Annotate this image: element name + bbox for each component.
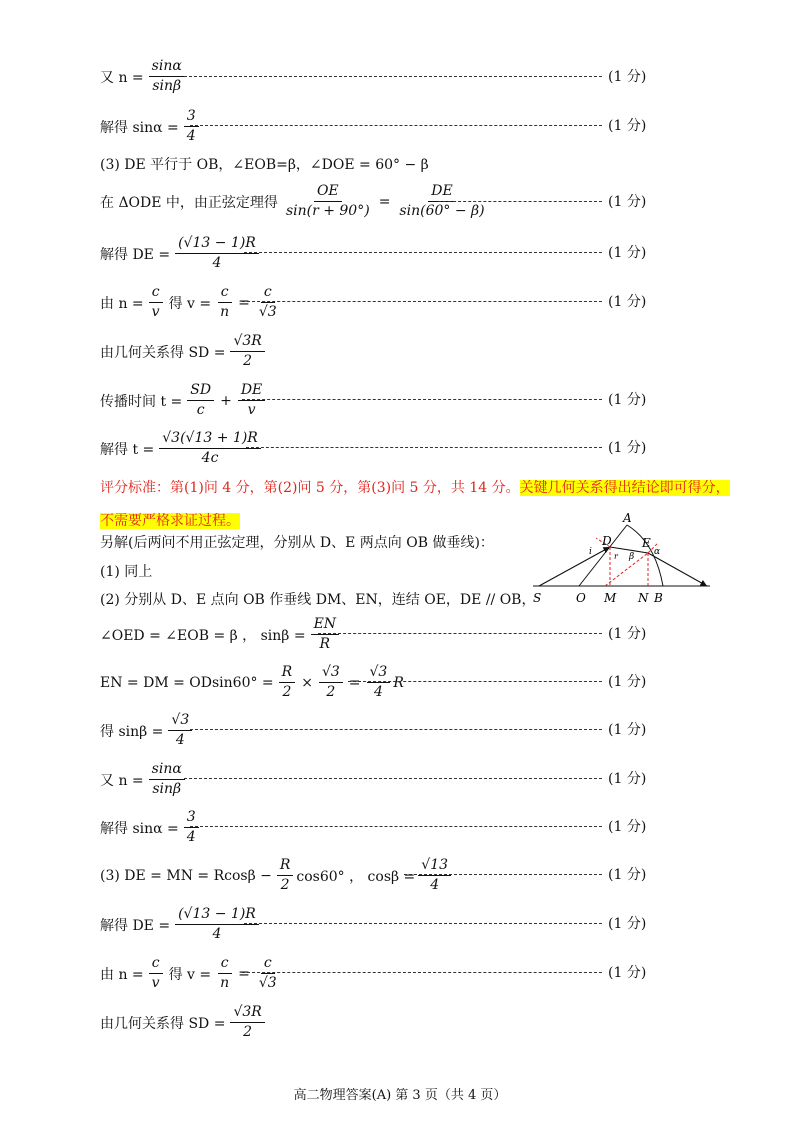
fraction: $\frac{OE}{\sin(r + 90^\circ)}$	[285, 183, 370, 219]
fraction: $\frac{R}{2}$	[277, 857, 294, 894]
score-label: (1 分)	[608, 916, 647, 932]
eq-sine-law: 在 ΔODE 中，由正弦定理得 $\frac{OE}{\sin(r + 90^\circ)}$ = $\frac{DE}{\sin(60^\circ - \beta)}$	[100, 183, 491, 220]
alt-solution-intro: 另解(后两问不用正弦定理，分别从 D、E 两点向 OB 做垂线)：	[100, 535, 494, 551]
score-label: (1 分)	[608, 194, 647, 210]
alt-part2: (2) 分别从 D、E 点向 OB 作垂线 DM、EN，连结 OE，DE // OB，	[100, 592, 536, 608]
dotted-leader	[318, 633, 602, 634]
fraction: $\frac{√3}{4}$	[168, 712, 192, 749]
rubric-red-text: 评分标准：第(1)问 4 分，第(2)问 5 分，第(3)问 5 分，共 14 分。	[100, 480, 520, 496]
score-label: (1 分)	[608, 118, 647, 134]
score-label: (1 分)	[608, 69, 647, 85]
dotted-leader	[242, 301, 602, 302]
dotted-leader	[242, 399, 602, 400]
eq-sin-alpha-2: 解得 sinα = $\frac{3}{4}$	[100, 809, 202, 846]
fraction: $\frac{√3R}{2}$	[230, 333, 264, 370]
alt-part1: (1) 同上	[100, 564, 153, 580]
label-beta: β	[629, 552, 635, 562]
eq-en-dm: EN = DM = ODsin60° = $\frac{R}{2}$ × $\frac{√3}{2}$ = $\frac{√3}{4}$ R	[100, 664, 404, 700]
dotted-leader	[184, 778, 602, 779]
eq-n-ratio-1: 又 n = $\frac{\sin\alpha}{\sin\beta}$	[100, 58, 188, 95]
fraction: $\frac{√3(√13 + 1)R}{4c}$	[159, 430, 261, 467]
fraction: $\frac{3}{4}$	[184, 809, 199, 846]
dotted-leader	[244, 923, 602, 924]
eq-time-result: 解得 t = $\frac{√3(√13 + 1)R}{4c}$	[100, 430, 264, 467]
fraction: $\frac{√3}{4}$	[367, 664, 391, 701]
dotted-leader	[242, 972, 602, 973]
score-label: (1 分)	[608, 867, 647, 883]
dotted-leader	[244, 252, 602, 253]
score-label: (1 分)	[608, 965, 647, 981]
fraction: $\frac{3}{4}$	[184, 108, 199, 145]
fraction: $\frac{EN}{R}$	[311, 616, 339, 653]
eq-de-result-1: 解得 DE = $\frac{(√13 - 1)R}{4}$	[100, 235, 262, 272]
label-n: N	[638, 591, 649, 605]
optics-diagram	[525, 512, 725, 607]
fraction: $\frac{c}{v}$	[149, 284, 163, 321]
score-label: (1 分)	[608, 440, 647, 456]
label-s: S	[533, 591, 542, 605]
eq-time: 传播时间 t = $\frac{SD}{c}$ + $\frac{DE}{v}$	[100, 382, 268, 419]
label-e: E	[642, 536, 651, 550]
fraction: $\frac{DE}{v}$	[238, 382, 265, 419]
part3-statement: (3) DE 平行于 OB，∠EOB=β，∠DOE = 60° − β	[100, 157, 429, 173]
label-d: D	[602, 534, 612, 548]
label-i: i	[589, 547, 592, 557]
fraction: $\frac{√3}{2}$	[319, 664, 343, 701]
eq-velocity-1: 由 n = $\frac{c}{v}$ 得 v = $\frac{c}{n}$ = $\frac{c}{√3}$	[100, 284, 283, 321]
fraction: $\frac{√13}{4}$	[418, 857, 451, 894]
dotted-leader	[190, 826, 602, 827]
label-o: O	[576, 591, 586, 605]
score-label: (1 分)	[608, 245, 647, 261]
dotted-leader	[348, 681, 602, 682]
fraction: $\frac{c}{√3}$	[258, 284, 277, 320]
fraction: $\frac{c}{n}$	[217, 284, 232, 321]
radius-oe	[605, 553, 648, 586]
fraction: $\frac{√3R}{2}$	[230, 1004, 264, 1041]
dotted-leader	[190, 125, 602, 126]
eq-sin-beta-def: ∠OED = ∠EOB = β ， sinβ = $\frac{EN}{R}$	[100, 616, 342, 653]
eq-de-mn: (3) DE = MN = Rcosβ − $\frac{R}{2}$ cos60° ， cosβ = $\frac{√13}{4}$	[100, 857, 454, 894]
score-label: (1 分)	[608, 674, 647, 690]
score-label: (1 分)	[608, 626, 647, 642]
eq-sd-1: 由几何关系得 SD = $\frac{√3R}{2}$	[100, 333, 268, 370]
rubric-highlight-text: 关键几何关系得出结论即可得分，不需要严格求证过程。	[100, 480, 730, 529]
score-label: (1 分)	[608, 392, 647, 408]
fraction: $\frac{DE}{\sin(60^\circ - \beta)}$	[399, 183, 485, 219]
score-label: (1 分)	[608, 722, 647, 738]
eq-n-ratio-2: 又 n = $\frac{\sin\alpha}{\sin\beta}$	[100, 761, 188, 798]
eq-velocity-2: 由 n = $\frac{c}{v}$ 得 v = $\frac{c}{n}$ = $\frac{c}{√3}$	[100, 955, 283, 992]
label-alpha: α	[654, 547, 661, 557]
dotted-leader	[246, 447, 602, 448]
page-footer: 高二物理答案(A) 第 3 页（共 4 页）	[293, 1088, 507, 1103]
fraction: $\frac{c}{√3}$	[258, 955, 277, 991]
fraction: $\frac{(√13 - 1)R}{4}$	[175, 906, 259, 943]
dotted-leader	[190, 729, 602, 730]
fraction: $\frac{R}{2}$	[279, 664, 296, 701]
eq-sin-beta-result: 得 sinβ = $\frac{√3}{4}$	[100, 712, 195, 749]
dotted-leader	[184, 76, 602, 77]
fraction: $\frac{c}{v}$	[149, 955, 163, 992]
dotted-leader	[404, 874, 602, 875]
fraction: $\frac{\sin\alpha}{\sin\beta}$	[149, 58, 185, 95]
score-label: (1 分)	[608, 819, 647, 835]
eq-sin-alpha-1: 解得 sinα = $\frac{3}{4}$	[100, 108, 202, 145]
fraction: $\frac{(√13 - 1)R}{4}$	[175, 235, 259, 272]
dotted-leader	[438, 201, 602, 202]
eq-de-result-2: 解得 DE = $\frac{(√13 - 1)R}{4}$	[100, 906, 262, 943]
label-m: M	[604, 591, 617, 605]
score-label: (1 分)	[608, 771, 647, 787]
exit-ray	[648, 553, 707, 586]
eq-sd-2: 由几何关系得 SD = $\frac{√3R}{2}$	[100, 1004, 268, 1041]
label-r: r	[614, 552, 618, 561]
fraction: $\frac{c}{n}$	[217, 955, 232, 992]
score-label: (1 分)	[608, 294, 647, 310]
incident-ray	[539, 547, 610, 586]
label-a: A	[623, 512, 632, 525]
fraction: $\frac{\sin\alpha}{\sin\beta}$	[149, 761, 185, 798]
label-b: B	[654, 591, 663, 605]
fraction: $\frac{SD}{c}$	[187, 382, 214, 419]
